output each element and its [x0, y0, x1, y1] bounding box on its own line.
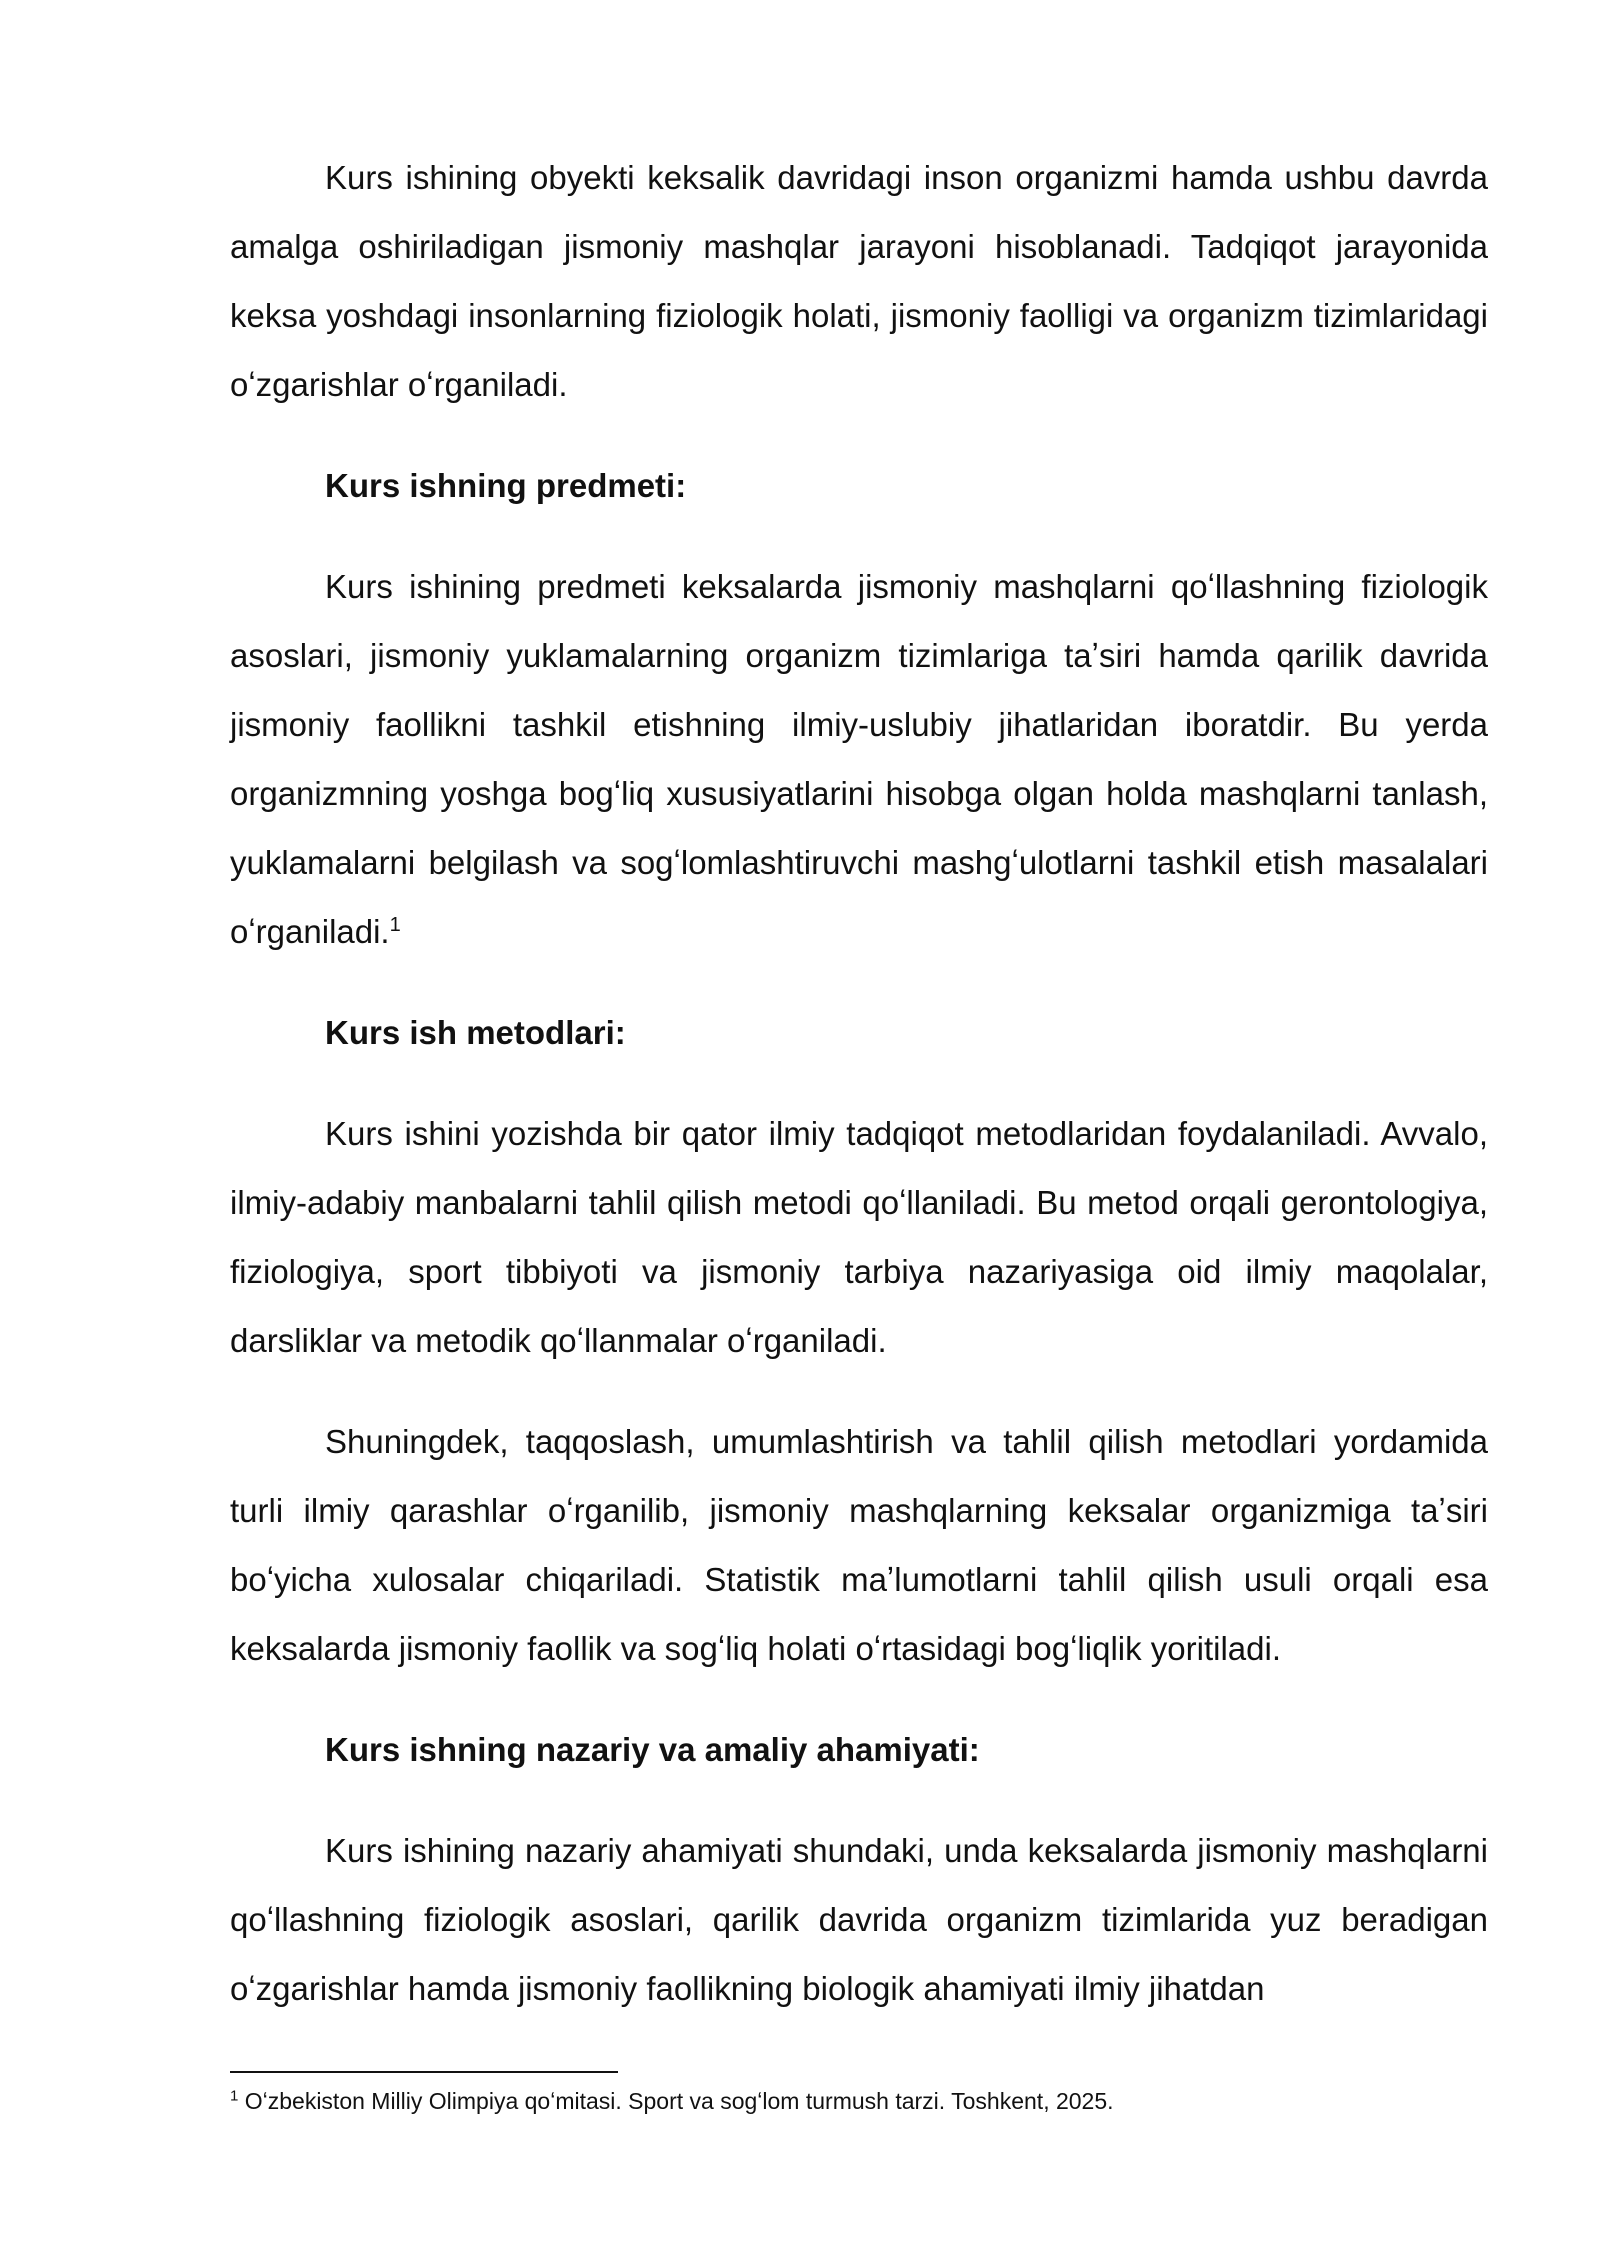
footnote-reference[interactable]: 1	[389, 914, 401, 936]
heading-methods: Kurs ish metodlari:	[325, 1014, 626, 1051]
heading-significance: Kurs ishning nazariy va amaliy ahamiyati:	[325, 1731, 980, 1768]
footnote-number: 1	[230, 2087, 239, 2105]
paragraph-methods-1: Kurs ishini yozishda bir qator ilmiy tadqiqot metodlaridan foydalaniladi. Avvalo, ilmiy-adabiy manbalarni tahlil qilish metodi qoʻllaniladi. Bu metod orqali gerontologiya, fiziologiya, sport tibbiyoti va jismoniy tarbiya nazariyasiga oid ilmiy maqolalar, darsliklar va metodik qoʻllanmalar oʻrganiladi.	[230, 1115, 1488, 1359]
heading-subject: Kurs ishning predmeti:	[325, 467, 687, 504]
paragraph-subject-text: Kurs ishining predmeti keksalarda jismoniy mashqlarni qoʻllashning fiziologik asoslari, jismoniy yuklamalarning organizm tizimlariga taʼsiri hamda qarilik davrida jismoniy faollikni tashkil etishning ilmiy-uslubiy jihatlaridan iboratdir. Bu yerda organizmning yoshga bogʻliq xususiyatlarini hisobga olgan holda mashqlarni tanlash, yuklamalarni belgilash va sogʻlomlashtiruvchi mashgʻulotlarni tashkil etish masalalari oʻrganiladi.	[230, 568, 1488, 950]
paragraph-significance: Kurs ishining nazariy ahamiyati shundaki, unda keksalarda jismoniy mashqlarni qoʻllashning fiziologik asoslari, qarilik davrida organizm tizimlarida yuz beradigan oʻzgarishlar hamda jismoniy faollikning biologik ahamiyati ilmiy jihatdan	[230, 1832, 1488, 2007]
paragraph-methods-2: Shuningdek, taqqoslash, umumlashtirish va tahlil qilish metodlari yordamida turli ilmiy qarashlar oʻrganilib, jismoniy mashqlarning keksalar organizmiga taʼsiri boʻyicha xulosalar chiqariladi. Statistik maʼlumotlarni tahlil qilish usuli orqali esa keksalarda jismoniy faollik va sogʻliq holati oʻrtasidagi bogʻliqlik yoritiladi.	[230, 1423, 1488, 1667]
document-page	[230, 143, 1488, 2055]
footnote-text: Oʻzbekiston Milliy Olimpiya qoʻmitasi. Sport va sogʻlom turmush tarzi. Toshkent, 2025.	[238, 2088, 1114, 2114]
footnote	[230, 2084, 1488, 2118]
footnote-separator	[230, 2071, 618, 2073]
paragraph-subject	[230, 552, 1488, 966]
paragraph-object: Kurs ishining obyekti keksalik davridagi inson organizmi hamda ushbu davrda amalga oshiriladigan jismoniy mashqlar jarayoni hisoblanadi. Tadqiqot jarayonida keksa yoshdagi insonlarning fiziologik holati, jismoniy faolligi va organizm tizimlaridagi oʻzgarishlar oʻrganiladi.	[230, 159, 1488, 403]
